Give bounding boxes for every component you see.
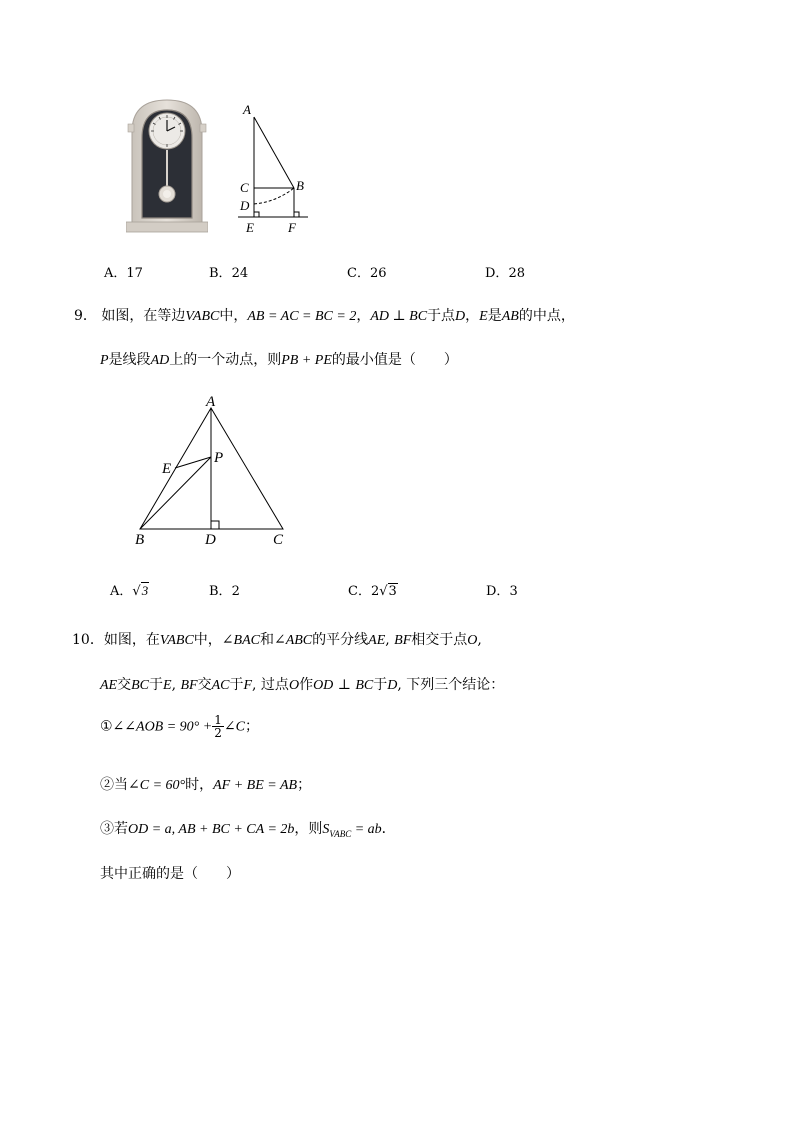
fig8-label-c: C <box>240 180 249 195</box>
q8-right-triangle-figure <box>232 100 312 240</box>
fig8-label-d: D <box>240 198 250 213</box>
pendulum-clock-image <box>126 98 208 234</box>
q8-option-d: D．28 <box>485 266 525 281</box>
q10-stem-line-2: AE交BC于E, BF交AC于F, 过点O作OD ⊥ BC于D, 下列三个结论： <box>100 677 505 693</box>
fig9-label-a: A <box>206 394 216 410</box>
q8-option-b: B．24 <box>209 266 249 281</box>
q10-conclusion-2: ②当∠C = 60°时，AF + BE = AB； <box>100 777 312 793</box>
fig8-label-a: A <box>243 102 251 117</box>
fig9-label-b: B <box>135 532 145 548</box>
q9-option-c: C．2√3 <box>348 584 397 599</box>
q8-option-a: A．17 <box>104 266 143 281</box>
q9-equilateral-triangle-figure <box>130 390 294 548</box>
fig8-label-f: F <box>288 220 296 235</box>
q9-option-a: A．√3 <box>110 583 149 599</box>
q9-option-d: D．3 <box>486 584 518 599</box>
q8-option-c: C．26 <box>347 266 387 281</box>
q10-conclusion-3: ③若OD = a, AB + BC + CA = 2b，则$S_{VABC}$ = ab． <box>100 821 396 839</box>
fig8-label-b: B <box>296 178 304 193</box>
fig8-label-e: E <box>246 220 254 235</box>
q9-stem-line-2: P是线段AD上的一个动点，则PB + PE的最小值是（ ） <box>100 352 458 368</box>
fig9-label-d: D <box>205 532 216 548</box>
q10-question: 其中正确的是（ ） <box>100 866 240 882</box>
q9-option-b: B．2 <box>209 584 240 599</box>
fig9-label-c: C <box>273 532 284 548</box>
q10-stem-line-1: 10．如图，在VABC中，∠BAC和∠ABC的平分线AE, BF相交于点O, <box>72 632 482 648</box>
fig9-label-e: E <box>162 461 172 477</box>
fig9-label-p: P <box>214 450 224 466</box>
q9-stem-line-1: 9． 如图，在等边VABC中，AB = AC = BC = 2，AD ⊥ BC于点D，E是AB的中点， <box>74 308 575 324</box>
q10-conclusion-1: ①∠∠AOB = 90° + $\frac{1}{2}$ ∠C； <box>100 713 259 740</box>
